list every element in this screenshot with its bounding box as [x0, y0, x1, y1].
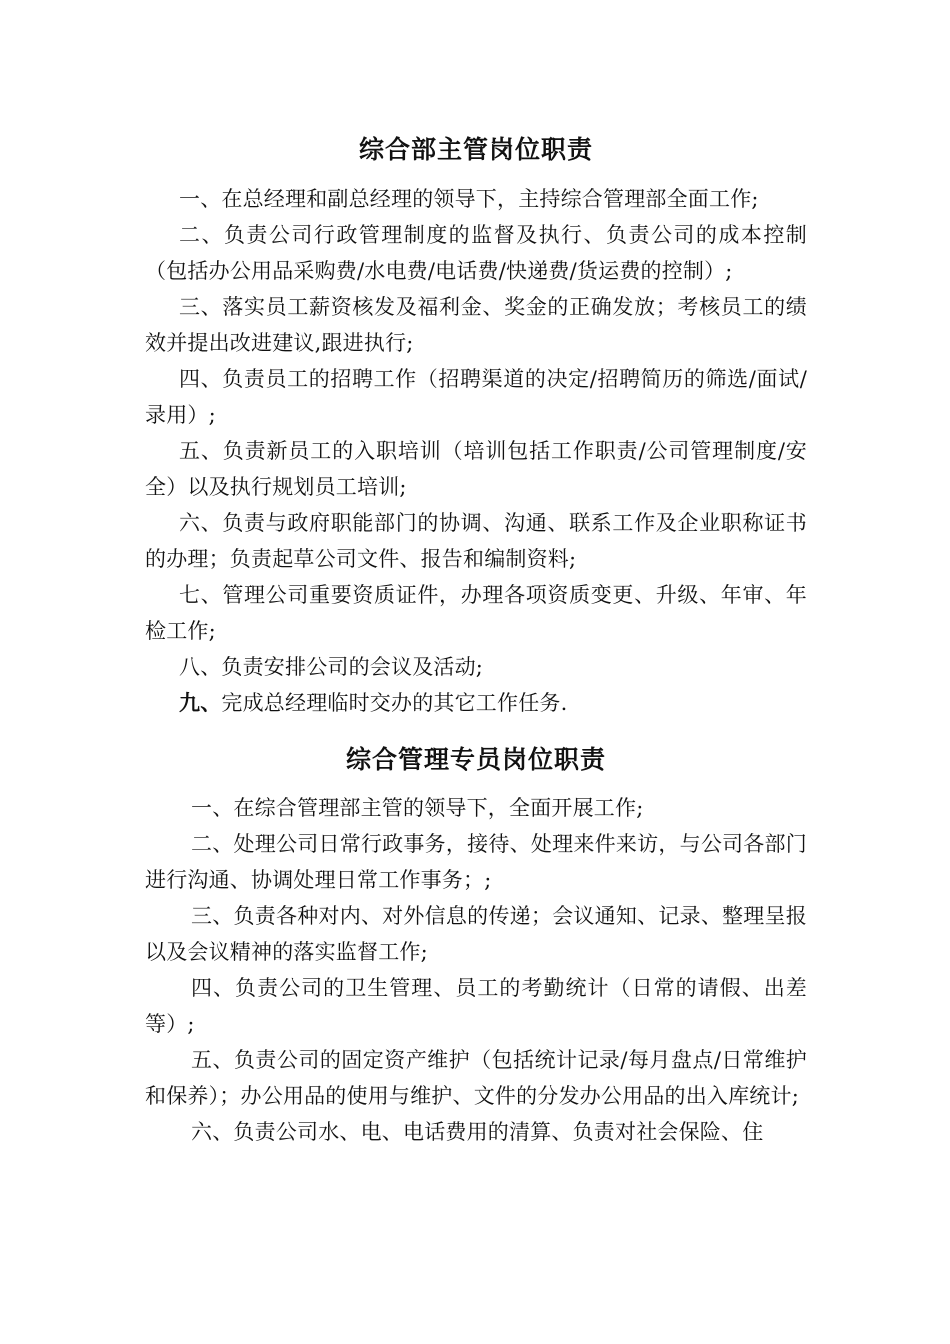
section2-title: 综合管理专员岗位职责	[345, 745, 606, 774]
section1-item-1: 一、在总经理和副总经理的领导下，主持综合管理部全面工作;	[179, 187, 759, 211]
section1-item-4: 四、负责员工的招聘工作（招聘渠道的决定/招聘简历的筛选/面试/录用）;	[145, 367, 807, 427]
section1-item-8: 八、负责安排公司的会议及活动;	[179, 655, 484, 679]
section1-body	[145, 181, 807, 721]
section1-item-9	[145, 685, 807, 721]
section1-title: 综合部主管岗位职责	[358, 135, 593, 164]
section2-item-4: 四、负责公司的卫生管理、员工的考勤统计（日常的请假、出差等）;	[145, 976, 807, 1036]
section2-body	[145, 790, 807, 1150]
section1-item-7: 七、管理公司重要资质证件，办理各项资质变更、升级、年审、年检工作;	[145, 583, 807, 643]
section2-item-1: 一、在综合管理部主管的领导下，全面开展工作;	[191, 796, 644, 820]
section2-item-3: 三、负责各种对内、对外信息的传递；会议通知、记录、整理呈报以及会议精神的落实监督工作;	[145, 904, 807, 964]
section1-item-2: 二、负责公司行政管理制度的监督及执行、负责公司的成本控制（包括办公用品采购费/水电费/电话费/快递费/货运费的控制）;	[145, 223, 807, 283]
section1-item-3: 三、落实员工薪资核发及福利金、奖金的正确发放；考核员工的绩效并提出改进建议,跟进执行;	[145, 295, 807, 355]
section1-item-9-number: 九、	[179, 690, 222, 715]
section1-item-5: 五、负责新员工的入职培训（培训包括工作职责/公司管理制度/安全）以及执行规划员工培训;	[145, 439, 807, 499]
section2-item-2: 二、处理公司日常行政事务，接待、处理来件来访，与公司各部门进行沟通、协调处理日常工作事务；;	[145, 832, 807, 892]
section2-item-6: 六、负责公司水、电、电话费用的清算、负责对社会保险、住	[191, 1120, 764, 1144]
section1-item-9-text: 完成总经理临时交办的其它工作任务.	[221, 691, 568, 715]
section1-item-6: 六、负责与政府职能部门的协调、沟通、联系工作及企业职称证书的办理；负责起草公司文件、报告和编制资料;	[145, 511, 807, 571]
section2-item-5: 五、负责公司的固定资产维护（包括统计记录/每月盘点/日常维护和保养）；办公用品的使用与维护、文件的分发办公用品的出入库统计;	[145, 1048, 807, 1108]
